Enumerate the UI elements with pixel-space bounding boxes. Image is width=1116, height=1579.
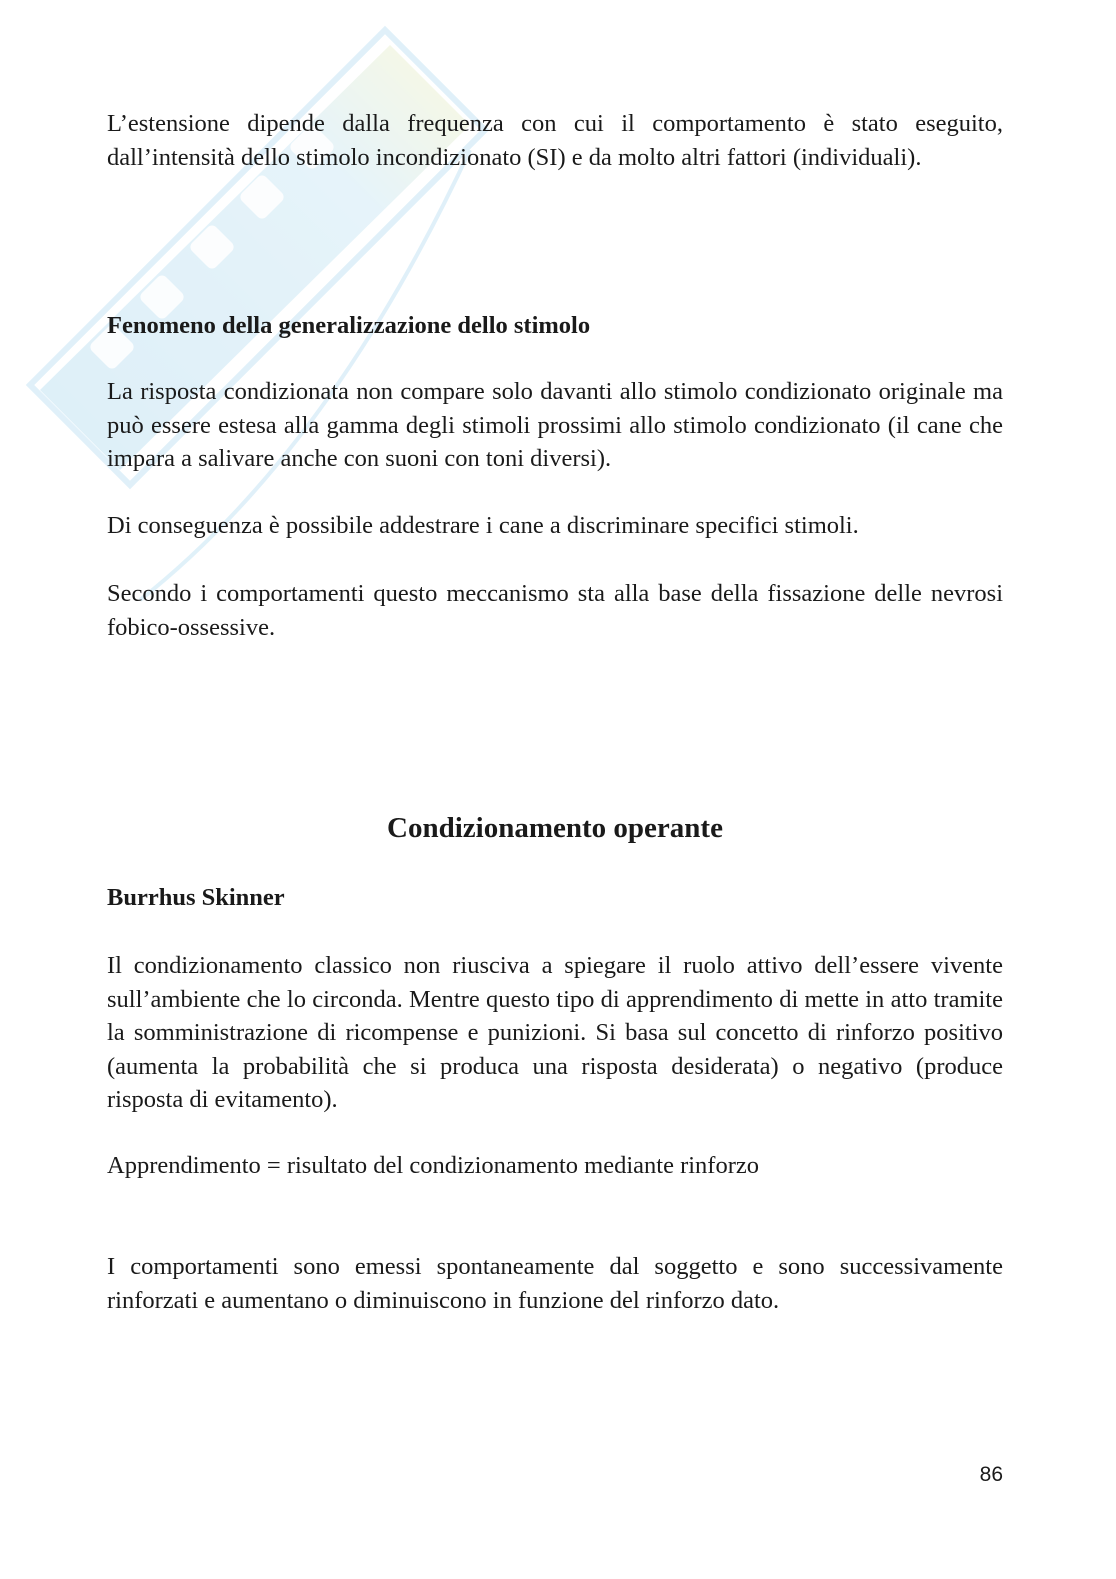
heading-generalizzazione: Fenomeno della generalizzazione dello stimolo (107, 312, 591, 339)
paragraph-risposta-condizionata: La risposta condizionata non compare solo davanti allo stimolo condizionato originale ma può essere estesa alla gamma degli stimoli prossimi allo stimolo condizionato (il cane che impara a salivare anche con suoni con toni diversi). (107, 378, 1003, 472)
paragraph-nevrosi: Secondo i comportamenti questo meccanismo sta alla base della fissazione delle nevrosi fobico-ossessive. (107, 580, 1003, 641)
paragraph-comportamenti: I comportamenti sono emessi spontaneamente dal soggetto e sono successivamente rinforzati e aumentano o diminuiscono in funzione del rinforzo dato. (107, 1253, 1003, 1314)
paragraph-discriminare: Di conseguenza è possibile addestrare i cane a discriminare specifici stimoli. (107, 512, 859, 539)
heading-skinner: Burrhus Skinner (107, 884, 285, 911)
page-number: 86 (979, 1463, 1003, 1486)
section-title: Condizionamento operante (387, 812, 723, 844)
paragraph-estensione: L’estensione dipende dalla frequenza con cui il comportamento è stato eseguito, dall’intensità dello stimolo incondizionato (SI) e da molto altri fattori (individuali). (107, 110, 1003, 171)
paragraph-apprendimento: Apprendimento = risultato del condizionamento mediante rinforzo (107, 1152, 759, 1179)
paragraph-condizionamento-classico: Il condizionamento classico non riusciva a spiegare il ruolo attivo dell’essere vivente sull’ambiente che lo circonda. Mentre questo tipo di apprendimento di mette in atto tramite la somministrazione di ricompense e punizioni. Si basa sul concetto di rinforzo positivo (aumenta la probabilità che si produca una risposta desiderata) o negativo (produce risposta di evitamento). (107, 952, 1003, 1113)
